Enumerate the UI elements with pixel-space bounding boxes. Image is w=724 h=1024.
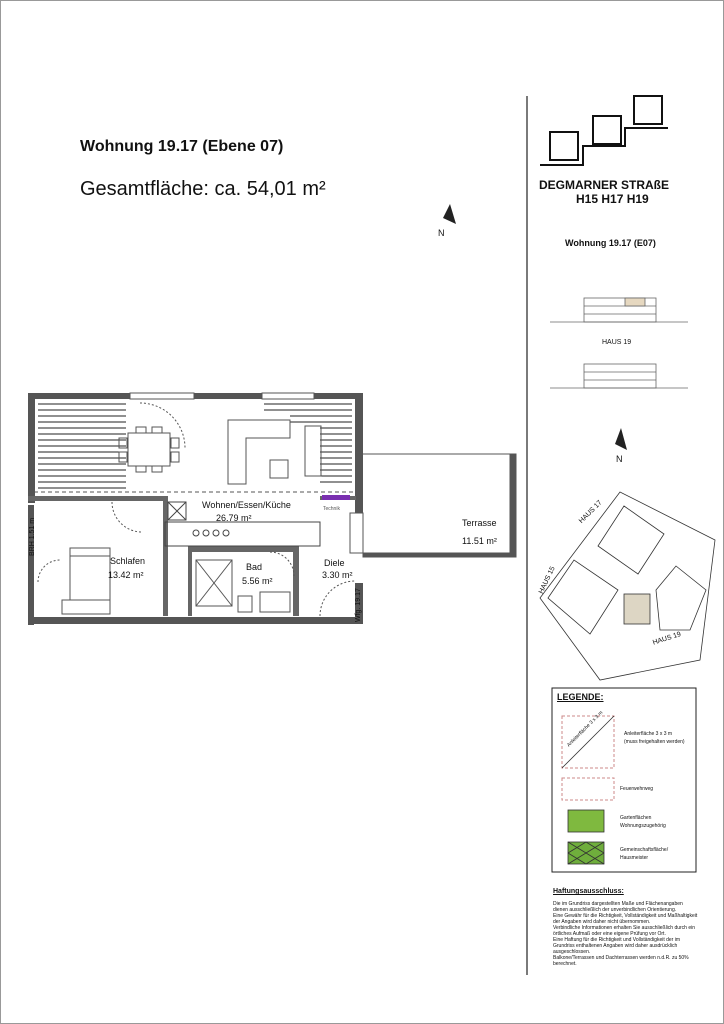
room-name-living: Wohnen/Essen/Küche — [202, 500, 291, 510]
room-name-terrace: Terrasse — [462, 518, 497, 528]
disclaimer-line: örtliches Aufmaß oder eine eigene Prüfung vor Ort. — [553, 931, 666, 937]
legend-item-community-2: Hausmeister — [620, 855, 649, 861]
entry-door-swing — [320, 581, 355, 616]
legend-item-ladder-2: (muss freigehalten werden) — [624, 739, 685, 745]
disclaimer-line: Die im Grundriss dargestellten Maße und Flächenangaben — [553, 901, 683, 907]
brh-label: BRH 1.51 m — [29, 517, 36, 556]
legend-item-garden-1: Gartenflächen — [620, 815, 652, 821]
room-size-hall: 3.30 m² — [322, 570, 353, 580]
site-label-haus19: HAUS 19 — [652, 630, 682, 647]
total-area: Gesamtfläche: ca. 54,01 m² — [80, 178, 326, 200]
legend-item-garden-2: Wohnungszugehörig — [620, 823, 666, 829]
site-label-haus17: HAUS 17 — [578, 499, 604, 525]
legend-symbols — [562, 716, 614, 864]
sidebar-north-label: N — [616, 454, 623, 464]
room-size-bath: 5.56 m² — [242, 576, 273, 586]
room-size-terrace: 11.51 m² — [462, 536, 497, 546]
unit-code: Wohnung 19.17 (E07) — [565, 238, 656, 248]
room-name-bedroom: Schlafen — [110, 556, 146, 566]
equipment-label: Technik — [323, 506, 340, 512]
site-label-haus15: HAUS 15 — [538, 565, 557, 595]
room-size-living: 26.79 m² — [216, 513, 252, 523]
room-size-bedroom: 13.42 m² — [108, 570, 144, 580]
legend-item-community-1: Gemeinschaftsfläche/ — [620, 847, 669, 853]
logo-stairs-icon — [540, 96, 668, 165]
disclaimer-line: Eine Haftung für die Richtigkeit und Vollständigkeit der im — [553, 937, 681, 943]
disclaimer-line: Balkone/Terrassen und Dachterrassen werden n.d.R. zu 50% berechnet. — [553, 955, 689, 967]
legend-item-ladder-diag: Anleiterfläche 3 x 3 m — [566, 709, 605, 749]
street-name: DEGMARNER STRAßE — [539, 178, 670, 192]
legend-title: LEGENDE: — [557, 692, 604, 702]
north-arrow-icon — [443, 204, 456, 224]
north-label: N — [438, 228, 445, 238]
sidebar-north-arrow-icon — [615, 428, 627, 450]
disclaimer-line: dienen ausschließlich der unverbindlichen Orientierung. — [553, 907, 677, 913]
entry-label: Wfg. 19.17 — [355, 588, 362, 622]
site-plan — [540, 492, 715, 680]
unit-title: Wohnung 19.17 (Ebene 07) — [80, 138, 284, 155]
disclaimer-line: Eine Gewähr für die Richtigkeit, Vollständigkeit und Maßhaltigkeit — [553, 913, 698, 919]
disclaimer-line: Verbindliche Informationen erhalten Sie ausschließlich durch ein — [553, 925, 696, 931]
house-numbers: H15 H17 H19 — [576, 192, 649, 206]
legend-item-fire: Feuerwehrweg — [620, 786, 654, 792]
house-label: HAUS 19 — [602, 339, 632, 346]
disclaimer-line: der Angaben wird daher nicht übernommen. — [553, 919, 651, 925]
disclaimer-line: Grundriss enthaltenen Angaben wird daher ausdrücklich ausgeschlossen. — [553, 943, 678, 955]
room-name-hall: Diele — [324, 558, 345, 568]
room-name-bath: Bad — [246, 562, 263, 572]
disclaimer-title: Haftungsausschluss: — [553, 888, 624, 895]
legend-item-ladder-1: Anleiterfläche 3 x 3 m — [624, 731, 673, 737]
disclaimer-text — [553, 901, 703, 967]
purple-marker — [322, 495, 350, 500]
